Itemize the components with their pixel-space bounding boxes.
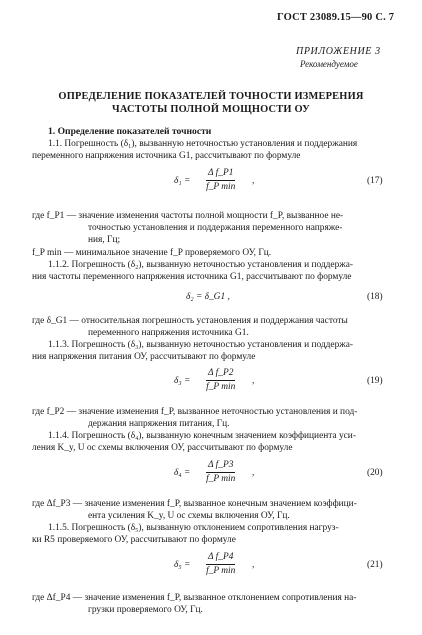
formula-comma: , (252, 176, 255, 186)
formula-expression: δ₂ = δ_G1 , (186, 292, 230, 302)
paragraph-line: 1.1.5. Погрешность (δ₅), вызванную отклонением сопротивления нагруз- (48, 523, 339, 533)
appendix-title: ПРИЛОЖЕНИЕ 3 (296, 46, 381, 57)
definition-line: где Δf_P3 — значение изменения f_P, вызванное конечным значением коэффици- (32, 499, 357, 509)
definition-line: грузки проверяемого ОУ, Гц. (88, 605, 203, 615)
definition-line: где Δf_P4 — значение изменения f_P, вызванное отклонением сопротивления на- (32, 593, 357, 603)
definition-line: ента усиления K_y, U oc схемы включения ОУ, Гц. (88, 511, 290, 521)
paragraph-line: ки R5 проверяемого ОУ, рассчитывают по формуле (32, 535, 236, 545)
formula-numerator: Δ f_P1 (206, 168, 235, 181)
formula-lhs: δ₃ = (174, 376, 191, 386)
paragraph-line: 1.1.4. Погрешность (δ₄), вызванную конечным значением коэффициента уси- (48, 431, 356, 441)
main-title-line-1: ОПРЕДЕЛЕНИЕ ПОКАЗАТЕЛЕЙ ТОЧНОСТИ ИЗМЕРЕНИЯ (58, 91, 364, 102)
page-header: ГОСТ 23089.15—90 С. 7 (277, 12, 395, 23)
formula-lhs: δ₁ = (174, 176, 191, 186)
equation-number: (19) (367, 376, 383, 386)
paragraph-line: 1.1.3. Погрешность (δ₃), вызванную неточностью установления и поддержа- (48, 340, 354, 350)
definition-line: точностью установления и поддержания переменного напряже- (88, 223, 343, 233)
paragraph-line: ления K_y, U oc схемы включения ОУ, рассчитывают по формуле (32, 443, 293, 453)
formula-comma: , (252, 468, 255, 478)
formula-denominator: f_P min (206, 382, 236, 393)
formula-19 (0, 368, 422, 400)
equation-number: (21) (367, 560, 383, 570)
paragraph-line: 1.1. Погрешность (δ₁), вызванную неточностью установления и поддержания (48, 139, 358, 149)
formula-fraction (206, 552, 235, 578)
definition-line: ния, Гц; (88, 235, 121, 245)
paragraph-line: ния частоты переменного напряжения источника G1, рассчитывают по формуле (32, 272, 352, 282)
section-heading: 1. Определение показателей точности (48, 126, 212, 137)
formula-numerator: Δ f_P4 (206, 552, 235, 565)
paragraph-line: 1.1.2. Погрешность (δ₂), вызванную неточностью установления и поддержа- (48, 260, 354, 270)
definition-line: где f_P1 — значение изменения частоты полной мощности f_P, вызванное не- (32, 211, 344, 221)
formula-fraction (206, 368, 235, 394)
paragraph-line: ния напряжения питания ОУ, рассчитывают по формуле (32, 352, 256, 362)
formula-20 (0, 460, 422, 492)
formula-17 (0, 168, 422, 200)
equation-number: (18) (367, 292, 383, 302)
main-title-line-2: ЧАСТОТЫ ПОЛНОЙ МОЩНОСТИ ОУ (112, 104, 310, 115)
formula-denominator: f_P min (206, 474, 236, 485)
formula-lhs: δ₄ = (174, 468, 191, 478)
formula-21 (0, 552, 422, 584)
equation-number: (20) (367, 468, 383, 478)
definition-line: держания напряжения питания, Гц. (88, 419, 230, 429)
equation-number: (17) (367, 176, 383, 186)
formula-numerator: Δ f_P3 (206, 460, 235, 473)
definition-line: где δ_G1 — относительная погрешность установления и поддержания частоты (32, 316, 348, 326)
definition-line: переменного напряжения источника G1. (88, 328, 249, 338)
formula-comma: , (252, 376, 255, 386)
formula-numerator: Δ f_P2 (206, 368, 235, 381)
formula-denominator: f_P min (206, 566, 236, 577)
formula-fraction (206, 460, 235, 486)
definition-line: f_P min — минимальное значение f_P проверяемого ОУ, Гц. (32, 248, 272, 258)
paragraph-line: переменного напряжения источника G1, рассчитывают по формуле (32, 151, 301, 161)
formula-fraction (206, 168, 235, 194)
formula-comma: , (252, 560, 255, 570)
formula-denominator: f_P min (206, 182, 236, 193)
appendix-status: Рекомендуемое (300, 59, 358, 69)
definition-line: где f_P2 — значение изменения f_P, вызванное неточностью установления и под- (32, 407, 358, 417)
formula-lhs: δ₅ = (174, 560, 191, 570)
